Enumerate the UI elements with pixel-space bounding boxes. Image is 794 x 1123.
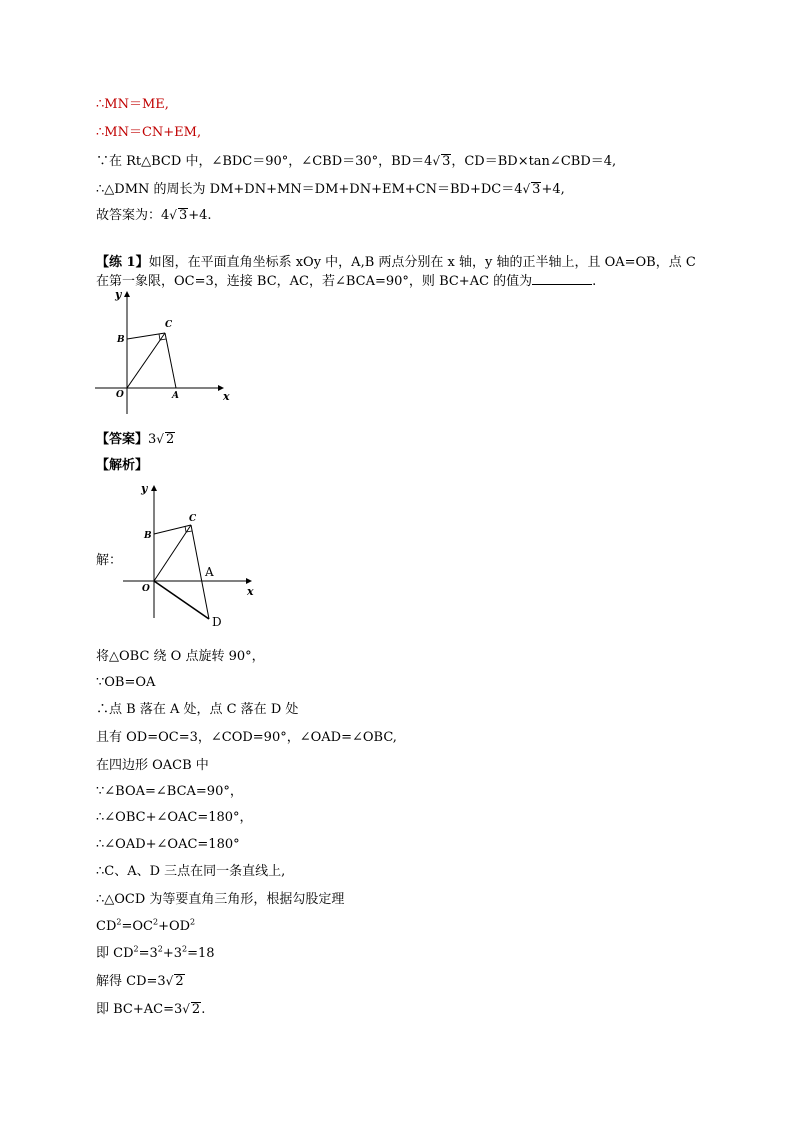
segment-oc [154, 525, 191, 581]
step-14 [96, 1000, 205, 1019]
problem-text-2-end: . [592, 274, 597, 289]
s14-c: . [201, 1002, 206, 1017]
step-9: ∴C、A、D 三点在同一条直线上, [96, 864, 286, 879]
prev-line-4 [96, 180, 565, 199]
step-4: 且有 OD=OC=3，∠COD=90°，∠OAD=∠OBC, [96, 730, 397, 745]
s11-sup: 2 [152, 917, 159, 927]
s11-sup: 2 [116, 917, 122, 927]
step-6: ∵∠BOA=∠BCA=90°， [96, 784, 243, 799]
segment-od [154, 581, 209, 619]
sqrt-sign: √ [432, 154, 441, 168]
prev-answer-c: +4. [188, 208, 212, 223]
label-x: x [247, 585, 254, 598]
answer-line [96, 430, 175, 449]
step-13 [96, 972, 185, 991]
s11-c: =OC [121, 919, 153, 934]
figure-1 [95, 284, 235, 419]
segment-ca [165, 333, 176, 388]
label-y: y [115, 288, 122, 301]
answer-tag: 【答案】 [96, 432, 149, 447]
answer-coef: 3 [148, 432, 157, 447]
step-2: ∵OB=OA [96, 675, 156, 690]
solution-label: 解： [96, 553, 123, 568]
prev-line-4-c: +4, [541, 182, 565, 197]
label-b: B [144, 531, 152, 541]
label-c: C [165, 320, 173, 330]
prev-line-4-rad: 3 [532, 182, 541, 197]
label-a: A [205, 565, 214, 579]
label-x: x [223, 390, 230, 403]
problem-tag: 【练 1】 [96, 255, 149, 270]
s14-rad: 2 [191, 1002, 201, 1017]
label-o: O [142, 584, 150, 594]
sqrt-sign: √ [169, 208, 177, 222]
prev-line-2: ∴MN＝CN+EM, [96, 125, 202, 140]
label-a: A [172, 391, 179, 401]
analysis-tag: 【解析】 [96, 458, 149, 473]
s12-sup: 2 [133, 944, 139, 954]
sqrt-sign: √ [522, 182, 531, 196]
s13-rad: 2 [175, 974, 184, 989]
figure-2 [120, 478, 265, 628]
sqrt-sign: √ [165, 974, 174, 988]
step-1: 将△OBC 绕 O 点旋转 90°， [96, 649, 265, 664]
label-c: C [189, 514, 197, 524]
prev-line-3-rad: 3 [442, 154, 451, 169]
s12-sup: 2 [182, 944, 188, 954]
step-5: 在四边形 OACB 中 [96, 758, 209, 773]
s12-g: =18 [187, 946, 215, 961]
s14-a: 即 BC+AC=3 [96, 1002, 183, 1017]
step-11 [96, 918, 195, 936]
prev-answer-rad: 3 [178, 208, 188, 223]
answer-rad: 2 [165, 432, 175, 447]
answer-blank [532, 272, 592, 285]
prev-answer-a: 故答案为：4 [96, 208, 170, 223]
s12-sup: 2 [157, 944, 163, 954]
step-12 [96, 945, 215, 963]
label-b: B [117, 335, 125, 345]
s12-c: =3 [138, 946, 158, 961]
step-8: ∴∠OAD+∠OAC=180° [96, 837, 240, 852]
problem-line-1 [96, 254, 696, 272]
sqrt-sign: √ [156, 432, 164, 446]
prev-line-4-a: ∴△DMN 的周长为 DM+DN+MN＝DM+DN+EM+CN＝BD+DC＝4 [96, 182, 523, 197]
problem-text-2: 在第一象限，OC=3，连接 BC，AC，若∠BCA=90°，则 BC+AC 的值为 [96, 274, 533, 289]
prev-answer-line [96, 206, 212, 225]
analysis-tag-line [96, 457, 148, 475]
problem-text-1: 如图，在平面直角坐标系 xOy 中，A,B 两点分别在 x 轴，y 轴的正半轴上，且 OA=OB，点 C [148, 255, 696, 270]
label-o: O [116, 390, 124, 400]
segment-oc [127, 333, 165, 388]
prev-line-3-c: ，CD＝BD×tan∠CBD＝4, [451, 154, 617, 169]
step-7: ∴∠OBC+∠OAC=180°， [96, 810, 253, 825]
step-10: ∴△OCD 为等要直角三角形，根据勾股定理 [96, 892, 345, 907]
s11-e: +OD [158, 919, 191, 934]
label-y: y [141, 482, 148, 495]
prev-line-3-a: ∵在 Rt△BCD 中，∠BDC＝90°，∠CBD＝30°，BD＝4 [96, 154, 433, 169]
step-3: ∴点 B 落在 A 处，点 C 落在 D 处 [96, 702, 299, 717]
s12-a: 即 CD [96, 946, 134, 961]
label-d: D [212, 615, 222, 629]
s12-e: +3 [162, 946, 183, 961]
prev-line-1: ∴MN＝ME, [96, 97, 169, 112]
s11-a: CD [96, 919, 117, 934]
s11-sup: 2 [190, 917, 196, 927]
s13-a: 解得 CD=3 [96, 974, 166, 989]
sqrt-sign: √ [182, 1002, 190, 1016]
prev-line-3 [96, 152, 616, 171]
